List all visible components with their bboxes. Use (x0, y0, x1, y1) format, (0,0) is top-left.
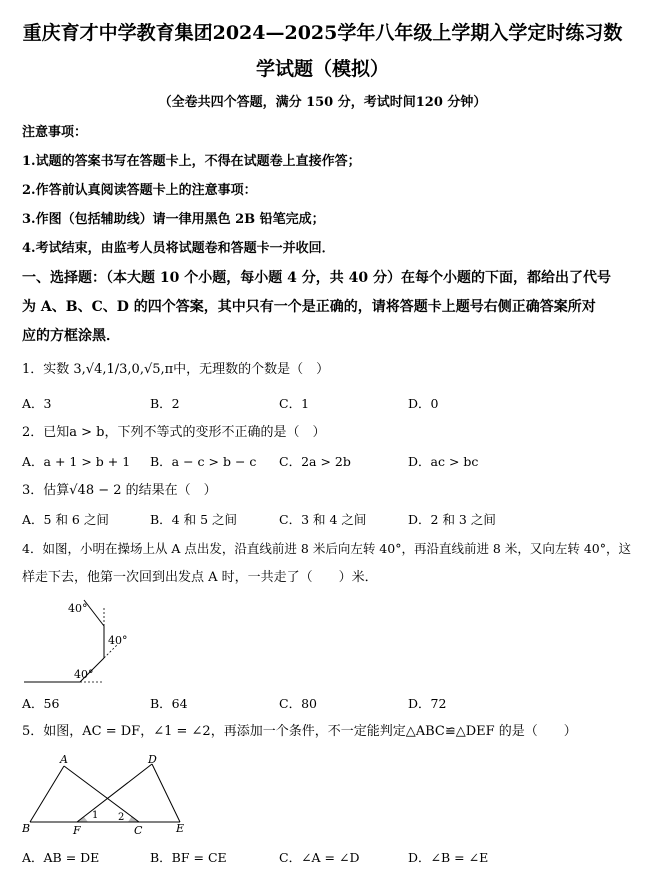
exam-title-line1: 重庆育才中学教育集团2024—2025学年八年级上学期入学定时练习数 (22, 22, 623, 44)
section-heading-line: 为 A、B、C、D 的四个答案，其中只有一个是正确的，请将答题卡上题号右侧正确答案所对 (22, 299, 596, 315)
question-5-options (22, 849, 632, 867)
segment-ac (64, 766, 139, 822)
point-label: A (60, 753, 68, 766)
option-c: C．80 (279, 696, 317, 711)
option-c: C．1 (279, 396, 310, 411)
note-item: 2.作答前认真阅读答题卡上的注意事项： (22, 183, 257, 198)
notes-heading: 注意事项： (22, 125, 88, 140)
angle-label: 40° (68, 602, 88, 615)
point-label: C (134, 824, 143, 837)
option-c: C．3 和 4 之间 (279, 512, 367, 527)
option-b: B．4 和 5 之间 (150, 512, 238, 527)
option-a: A．56 (22, 696, 60, 711)
question-2-options (22, 453, 632, 471)
option-c: C．∠A = ∠D (279, 850, 360, 865)
point-label: B (22, 822, 31, 835)
section-heading-line: 应的方框涂黑． (22, 328, 120, 344)
option-b: B．2 (150, 396, 180, 411)
note-item: 3.作图（包括辅助线）请一律用黑色 2B 铅笔完成； (22, 212, 325, 227)
angle-label: 40° (108, 634, 128, 647)
point-label: D (148, 753, 157, 766)
question-5-stem: 5．如图，AC = DF，∠1 = ∠2，再添加一个条件，不一定能判定△ABC≌△DEF 的是（ ） (22, 724, 577, 739)
note-item: 1.试题的答案书写在答题卡上，不得在试题卷上直接作答； (22, 154, 361, 169)
option-a: A．5 和 6 之间 (22, 512, 109, 527)
question-4-figure (22, 596, 132, 688)
question-1-stem: 1．实数 3,√4,1/3,0,√5,π中，无理数的个数是（ ） (22, 362, 330, 377)
question-4-stem-line1: 4．如图，小明在操场上从 A 点出发，沿直线前进 8 米后向左转 40°，再沿直线前进 8 米，又向左转 40°，这 (22, 541, 631, 556)
question-4-stem-line2: 样走下去，他第一次回到出发点 A 时，一共走了（ ）米． (22, 570, 378, 585)
option-c: C．2a > 2b (279, 454, 351, 469)
angle-label: 1 (92, 810, 99, 821)
angle-label: 2 (118, 812, 125, 823)
option-d: D．ac > bc (408, 454, 479, 469)
question-4-options (22, 695, 632, 713)
option-d: D．∠B = ∠E (408, 850, 489, 865)
exam-subtitle: （全卷共四个答题，满分 150 分，考试时间120 分钟） (158, 95, 487, 110)
option-a: A．AB = DE (22, 850, 100, 865)
option-d: D．0 (408, 396, 439, 411)
segment-de (152, 764, 180, 822)
option-d: D．72 (408, 696, 447, 711)
question-5-figure (22, 752, 202, 838)
option-b: B．a − c > b − c (150, 454, 257, 469)
exam-title-line2: 学试题（模拟） (255, 58, 389, 80)
point-label: F (73, 824, 81, 837)
option-b: B．BF = CE (150, 850, 227, 865)
question-2-stem: 2．已知a > b，下列不等式的变形不正确的是（ ） (22, 425, 326, 440)
option-b: B．64 (150, 696, 188, 711)
angle-label: 40° (74, 668, 94, 681)
segment-ab (30, 766, 64, 822)
question-1-options (22, 395, 632, 413)
option-a: A．a + 1 > b + 1 (22, 454, 131, 469)
option-d: D．2 和 3 之间 (408, 512, 496, 527)
section-heading-line: 一、选择题：（本大题 10 个小题，每小题 4 分，共 40 分）在每个小题的下面，都给出了代号 (22, 270, 611, 286)
question-3-stem: 3．估算√48 − 2 的结果在（ ） (22, 483, 217, 498)
question-3-options (22, 511, 632, 529)
note-item: 4.考试结束，由监考人员将试题卷和答题卡一并收回． (22, 241, 335, 256)
segment-df (77, 764, 152, 822)
point-label: E (176, 822, 185, 835)
option-a: A．3 (22, 396, 52, 411)
